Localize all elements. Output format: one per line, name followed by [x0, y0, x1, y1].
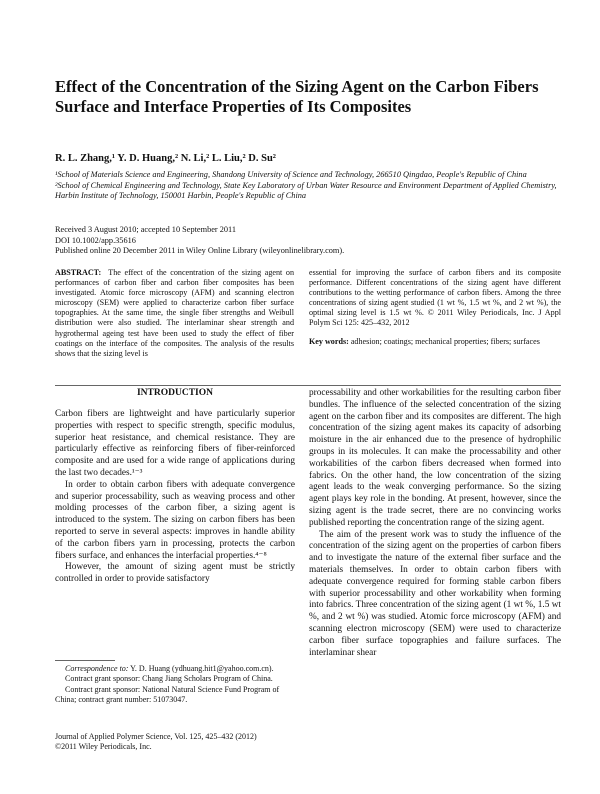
grant-sponsor-2: Contract grant sponsor: National Natural Science Fund Program of China; contract grant number: 51073047. — [55, 684, 280, 704]
published-date: Published online 20 December 2011 in Wiley Online Library (wileyonlinelibrary.com). — [55, 246, 345, 256]
abstract-right — [309, 268, 561, 347]
abstract-text-left: The effect of the concentration of the sizing agent on performances of carbon fiber and carbon fiber composites has been investigated. Atomic force microscopy (AFM) and scanning electron microscopy (SEM) were applied to characterize carbon fiber surface topographies. At the same time, the single fiber strengths and Weibull distribution were also studied. The interlaminar shear strength and hygrothermal ageing test have been used to study the effect of fiber coatings on the interface of the composites. The analysis of the results shows that the sizing level is — [55, 268, 295, 358]
keywords-label: Key words: — [309, 336, 349, 346]
paragraph: processability and other workabilities for the resulting carbon fiber bundles. The influence of the selected concentration of the sizing agent on the carbon fiber and its composites are different. The high concentration of the sizing agent makes its capacity of adsorbing moisture in the air enhanced due to the presence of hydrophilic groups in its molecules. It can make the processability and other workabilities of the carbon fibers decreased when formed into fabrics. On the other hand, the low concentration of the sizing agent leads to the weak converging performance. So the sizing agent plays key role in the bonding. At present, however, since the sizing agent is the trade secret, there are no convincing works published reporting the concentration range of the sizing agent. — [309, 388, 561, 528]
paper-title: Effect of the Concentration of the Sizing Agent on the Carbon Fibers Surface and Interface Properties of Its Composites — [55, 77, 539, 116]
grant-sponsor-1: Contract grant sponsor: Chang Jiang Scholars Program of China. — [65, 674, 273, 684]
footnotes — [55, 664, 295, 705]
publication-dates — [55, 225, 560, 257]
paragraph: Carbon fibers are lightweight and have particularly superior properties with respect to specific strength, specific modulus, superior heat resistance, and chemical resistance. They are particularly effective as reinforcing fibers of fiber-reinforced composite and are used for a wide range of applications during the last two decades.¹⁻³ — [55, 409, 295, 478]
section-heading-introduction: INTRODUCTION — [136, 388, 213, 398]
affiliations — [55, 170, 560, 202]
paragraph: However, the amount of sizing agent must be strictly controlled in order to provide satisfactory — [55, 562, 295, 585]
author-list: R. L. Zhang,¹ Y. D. Huang,² N. Li,² L. Liu,² D. Su² — [55, 153, 276, 164]
affiliation-2: ²School of Chemical Engineering and Technology, State Key Laboratory of Urban Water Resource and Environment Department of Applied Chemistry, Harbin Institute of Technology, 150001 Harbin, People's Republic of China — [55, 180, 557, 201]
footnote-divider — [55, 660, 115, 661]
journal-citation: Journal of Applied Polymer Science, Vol. 125, 425–432 (2012) — [55, 732, 257, 741]
received-date: Received 3 August 2010; accepted 10 September 2011 — [55, 225, 237, 234]
body-column-right — [309, 388, 561, 659]
doi: DOI 10.1002/app.35616 — [55, 235, 136, 245]
copyright: ©2011 Wiley Periodicals, Inc. — [55, 742, 152, 752]
abstract-label: ABSTRACT: — [55, 268, 102, 277]
paragraph: In order to obtain carbon fibers with adequate convergence and superior processability, such as weaving process and other molding processes of the carbon fiber, a sizing agent is introduced to the system. The sizing on carbon fibers has been reported to serve in several aspects: improves in handle ability of the carbon fibers yarn in processing, protects the carbon fibers surface, and enhances the interfacial properties.⁴⁻⁸ — [55, 479, 295, 561]
abstract-left — [55, 268, 294, 359]
correspondence-text: Y. D. Huang (ydhuang.hit1@yahoo.com.cn). — [130, 664, 274, 673]
keywords — [309, 337, 561, 347]
body-column-left — [55, 409, 295, 586]
keywords-text: adhesion; coatings; mechanical properties; fibers; surfaces — [350, 336, 540, 346]
correspondence-label: Correspondence to: — [65, 664, 129, 673]
affiliation-1: ¹School of Materials Science and Engineering, Shandong University of Science and Technology, 266510 Qingdao, People's Republic of China — [55, 170, 527, 179]
abstract-text-right: essential for improving the surface of carbon fibers and its composite performance. Different concentrations of the sizing agent have different contributions to the wetting performance of carbon fibers. Among the three concentrations of sizing agent studied (1 wt %, 1.5 wt %, and 2 wt %), the optimal sizing level is 1.5 wt %. © 2011 Wiley Periodicals, Inc. J Appl Polym Sci 125: 425–432, 2012 — [309, 268, 561, 328]
journal-info — [55, 732, 295, 753]
paragraph: The aim of the present work was to study the influence of the concentration of the sizing agent on the properties of carbon fibers and to investigate the nature of the external fiber surface and the materials themselves. In order to obtain carbon fibers with adequate convergence required for forming stable carbon fibers with superior processability and other workability when forming into fabrics. Three concentration of the sizing agent (1 wt %, 1.5 wt %, and 2 wt %) was studied. Atomic force microscopy (AFM) and scanning electron microscopy (SEM) were used to characterize carbon fiber surface topographies and failure surfaces. The interlaminar shear — [309, 529, 561, 658]
abstract-divider — [55, 385, 561, 386]
